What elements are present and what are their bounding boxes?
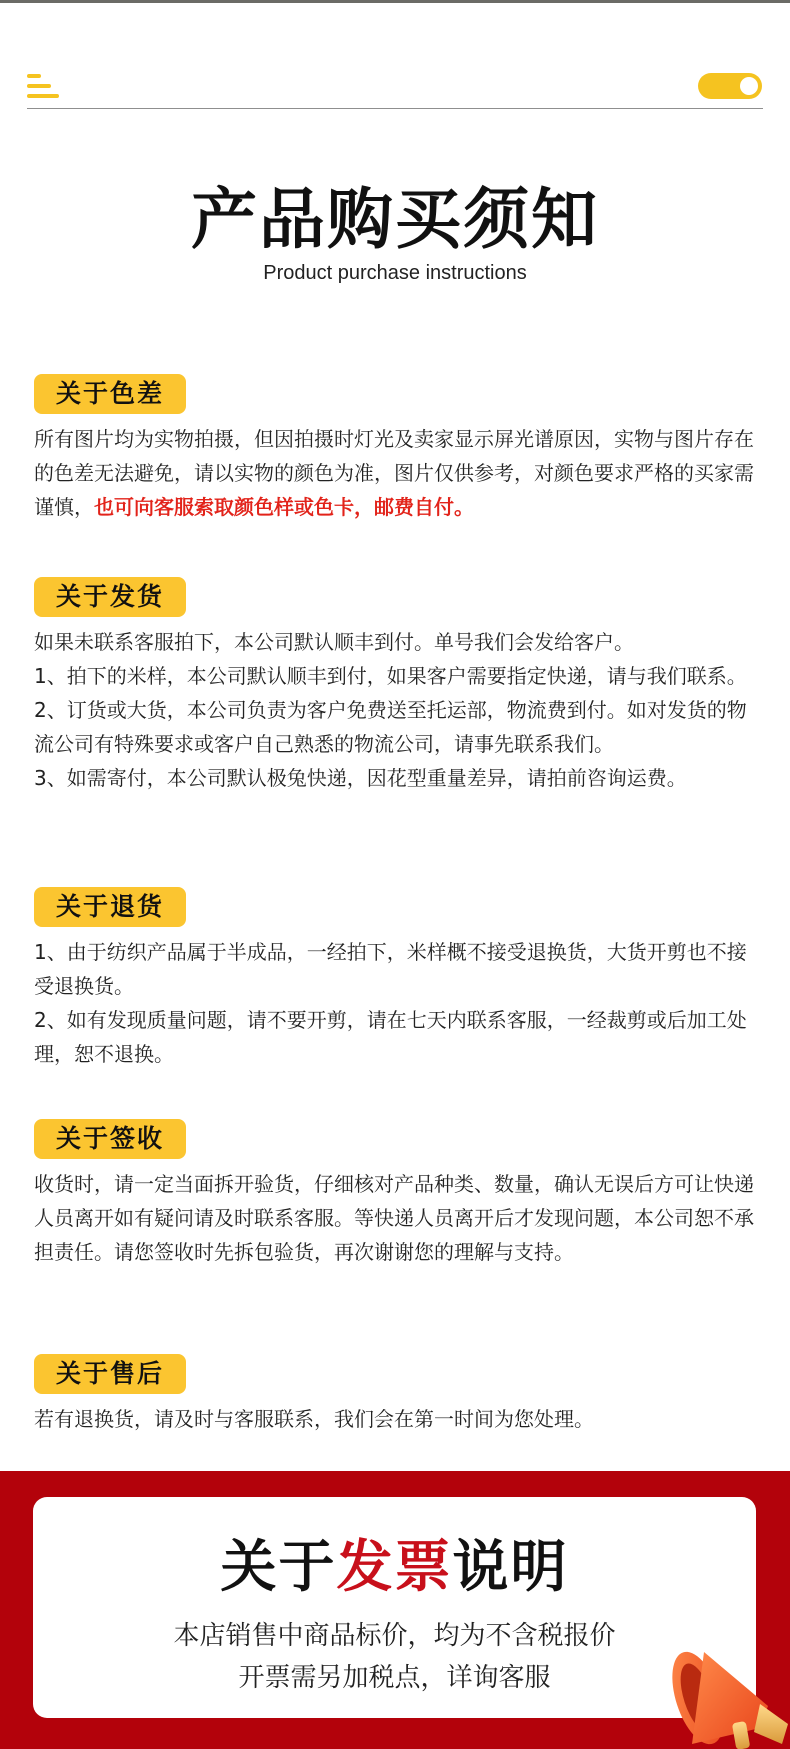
section-badge-shipping: 关于发货 (34, 577, 186, 617)
toggle-icon[interactable] (698, 73, 762, 99)
section-shipping (34, 577, 758, 795)
section-line: 1、由于纺织产品属于半成品，一经拍下，米样概不接受退换货，大货开剪也不接受退换货。 (34, 940, 747, 998)
header-divider (27, 108, 763, 109)
section-text (34, 1402, 758, 1436)
header-bar (0, 0, 790, 112)
invoice-title (33, 1535, 756, 1599)
section-line: 如果未联系客服拍下，本公司默认顺丰到付。单号我们会发给客户。 (34, 630, 634, 654)
section-returns (34, 887, 758, 1071)
paragraph-text: 所有图片均为实物拍摄，但因拍摄时灯光及卖家显示屏光谱原因，实物与图片存在的色差无法避免，请以实物的颜色为准，图片仅供参考，对颜色要求严格的买家需谨慎， (34, 427, 754, 519)
invoice-title-suffix: 说明 (452, 1534, 569, 1600)
section-color-difference (34, 374, 758, 524)
megaphone-icon (664, 1628, 790, 1749)
section-line: 1、拍下的米样，本公司默认顺丰到付，如果客户需要指定快递，请与我们联系。 (34, 664, 747, 688)
invoice-title-highlight: 发票 (336, 1534, 453, 1600)
section-text (34, 1167, 758, 1269)
toggle-knob (740, 77, 758, 95)
section-sign-for (34, 1119, 758, 1269)
section-text (34, 422, 758, 524)
section-after-sales (34, 1354, 758, 1436)
title-block (0, 180, 790, 285)
section-badge-sign-for: 关于签收 (34, 1119, 186, 1159)
section-text (34, 935, 758, 1071)
menu-icon[interactable] (27, 74, 59, 100)
invoice-card (33, 1497, 756, 1718)
invoice-line-2: 开票需另加税点，详询客服 (238, 1663, 551, 1693)
highlight-text: 也可向客服索取颜色样或色卡，邮费自付。 (94, 495, 474, 519)
page-title: 产品购买须知 (191, 181, 599, 258)
section-text (34, 625, 758, 795)
page-subtitle: Product purchase instructions (263, 262, 527, 284)
section-line: 2、如有发现质量问题，请不要开剪，请在七天内联系客服，一经裁剪或后加工处理，恕不退换。 (34, 1008, 747, 1066)
section-paragraph: 收货时，请一定当面拆开验货，仔细核对产品种类、数量，确认无误后方可让快递人员离开如有疑问请及时联系客服。等快递人员离开后才发现问题，本公司恕不承担责任。请您签收时先拆包验货，再次谢谢您的理解与支持。 (34, 1172, 754, 1264)
section-badge-returns: 关于退货 (34, 887, 186, 927)
section-badge-color-difference: 关于色差 (34, 374, 186, 414)
section-line: 3、如需寄付，本公司默认极兔快递，因花型重量差异，请拍前咨询运费。 (34, 766, 687, 790)
section-paragraph (34, 422, 758, 524)
section-paragraph: 若有退换货，请及时与客服联系，我们会在第一时间为您处理。 (34, 1407, 594, 1431)
invoice-line-1: 本店销售中商品标价，均为不含税报价 (173, 1621, 616, 1651)
section-badge-after-sales: 关于售后 (34, 1354, 186, 1394)
section-line: 2、订货或大货，本公司负责为客户免费送至托运部，物流费到付。如对发货的物流公司有特殊要求或客户自己熟悉的物流公司，请事先联系我们。 (34, 698, 747, 756)
invoice-title-prefix: 关于 (220, 1534, 337, 1600)
